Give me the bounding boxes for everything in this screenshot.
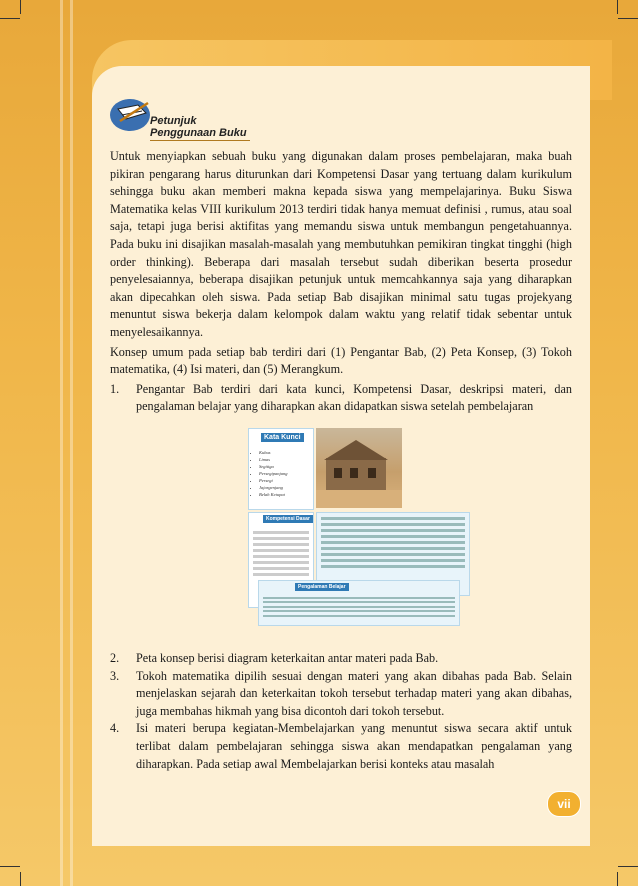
- crop-mark: [617, 0, 618, 14]
- list-text: Peta konsep berisi diagram keterkaitan antar materi pada Bab.: [136, 651, 439, 665]
- keyword: • Persegi: [259, 477, 288, 484]
- keyword: • Segitiga: [259, 463, 288, 470]
- kompetensi-placeholder: [253, 531, 309, 579]
- title-underline: [150, 140, 250, 141]
- list-number: 3.: [110, 668, 120, 683]
- crop-mark: [20, 872, 21, 886]
- lower-list: [110, 650, 572, 773]
- keyword: • Jajargenjang: [259, 484, 288, 491]
- list-text: Tokoh matematika dipilih sesuai dengan materi yang akan dibahas pada Bab. Selain menjelaskan sejarah dan keterkaitan tokoh tersebut terhadap materi yang akan dibahas, juga membahas hikmah yang bisa dicontoh dari tokoh tersebut.: [136, 668, 572, 718]
- crop-mark: [20, 0, 21, 14]
- keyword: • Persegipanjang: [259, 470, 288, 477]
- title-line-1: Petunjuk: [150, 115, 197, 127]
- section-title: [150, 115, 247, 139]
- list-number: 2.: [110, 651, 120, 665]
- chapter-intro-figure: [248, 428, 468, 624]
- house-photo: [316, 428, 402, 508]
- chapter-photo: [316, 428, 402, 508]
- keyword: • Limas: [259, 456, 288, 463]
- kata-kunci-list: [253, 449, 288, 498]
- page-number: vii: [547, 791, 581, 817]
- crop-mark: [617, 872, 618, 886]
- decorative-stripe: [70, 0, 73, 886]
- list-item: [110, 650, 572, 668]
- description-placeholder: [321, 517, 465, 571]
- body-text: [110, 148, 572, 416]
- decorative-stripe: [60, 0, 63, 886]
- kata-kunci-box: [248, 428, 314, 510]
- book-icon: [108, 95, 156, 135]
- pengalaman-belajar-box: [258, 580, 460, 626]
- list-item: [110, 668, 572, 721]
- kata-kunci-title: Kata Kunci: [261, 433, 304, 442]
- pengalaman-placeholder: [263, 597, 455, 619]
- list-number: 1.: [110, 381, 120, 396]
- keyword: • Kubus: [259, 449, 288, 456]
- crop-mark: [0, 866, 20, 867]
- pengalaman-belajar-title: Pengalaman Belajar: [295, 583, 349, 591]
- crop-mark: [0, 18, 20, 19]
- crop-mark: [618, 18, 638, 19]
- list-number: 4.: [110, 721, 120, 736]
- list-item: [110, 381, 572, 416]
- keyword: • Belah Ketupat: [259, 491, 288, 498]
- title-line-2: Penggunaan Buku: [150, 127, 247, 139]
- kompetensi-dasar-title: Kompetensi Dasar: [263, 515, 313, 523]
- crop-mark: [618, 866, 638, 867]
- list-text: Isi materi berupa kegiatan-Membelajarkan yang menuntut siswa secara aktif untuk terlibat dalam pembelajaran sehingga siswa akan mendapatkan pengalaman yang diharapkan. Pada setiap awal Membelajarkan berisi konteks atau masalah: [136, 721, 572, 771]
- list-text: Pengantar Bab terdiri dari kata kunci, Kompetensi Dasar, deskripsi materi, dan pengalaman belajar yang diharapkan akan didapatkan siswa setelah pembelajaran: [136, 381, 572, 414]
- list-item: [110, 720, 572, 773]
- concept-paragraph: Konsep umum pada setiap bab terdiri dari (1) Pengantar Bab, (2) Peta Konsep, (3) Tokoh matematika, (4) Isi materi, dan (5) Merangkum.: [110, 344, 572, 377]
- intro-paragraph: Untuk menyiapkan sebuah buku yang digunakan dalam proses pembelajaran, maka buah pikiran pengarang harus diturunkan dari Kompetensi Dasar yang tertuang dalam kurikulum sehingga buku akan memberi makna kepada siswa yang mempelajarinya. Buku Siswa Matematika kelas VIII kurikulum 2013 terdiri tidak hanya memuat definisi , rumus, atau soal saja, tetapi juga berisi aktifitas yang memandu siswa untuk membangun pengetahuannya. Pada buku ini disajikan masalah-masalah yang membutuhkan pemikiran tingkat tingghi (high order thinking). Beberapa dari masalah tersebut sudah diberikan beserta prosedur penyelesaiannya, beberapa disajikan petunjuk untuk memcahkannya saja yang diharapkan akan dipecahkan oleh siswa. Pada setiap Bab disajikan minimal satu tugas projekyang menuntut siswa bekerja dalam kelompok dalam waktu yang relatif tidak sebentar untuk menyelesaikannya.: [110, 149, 572, 339]
